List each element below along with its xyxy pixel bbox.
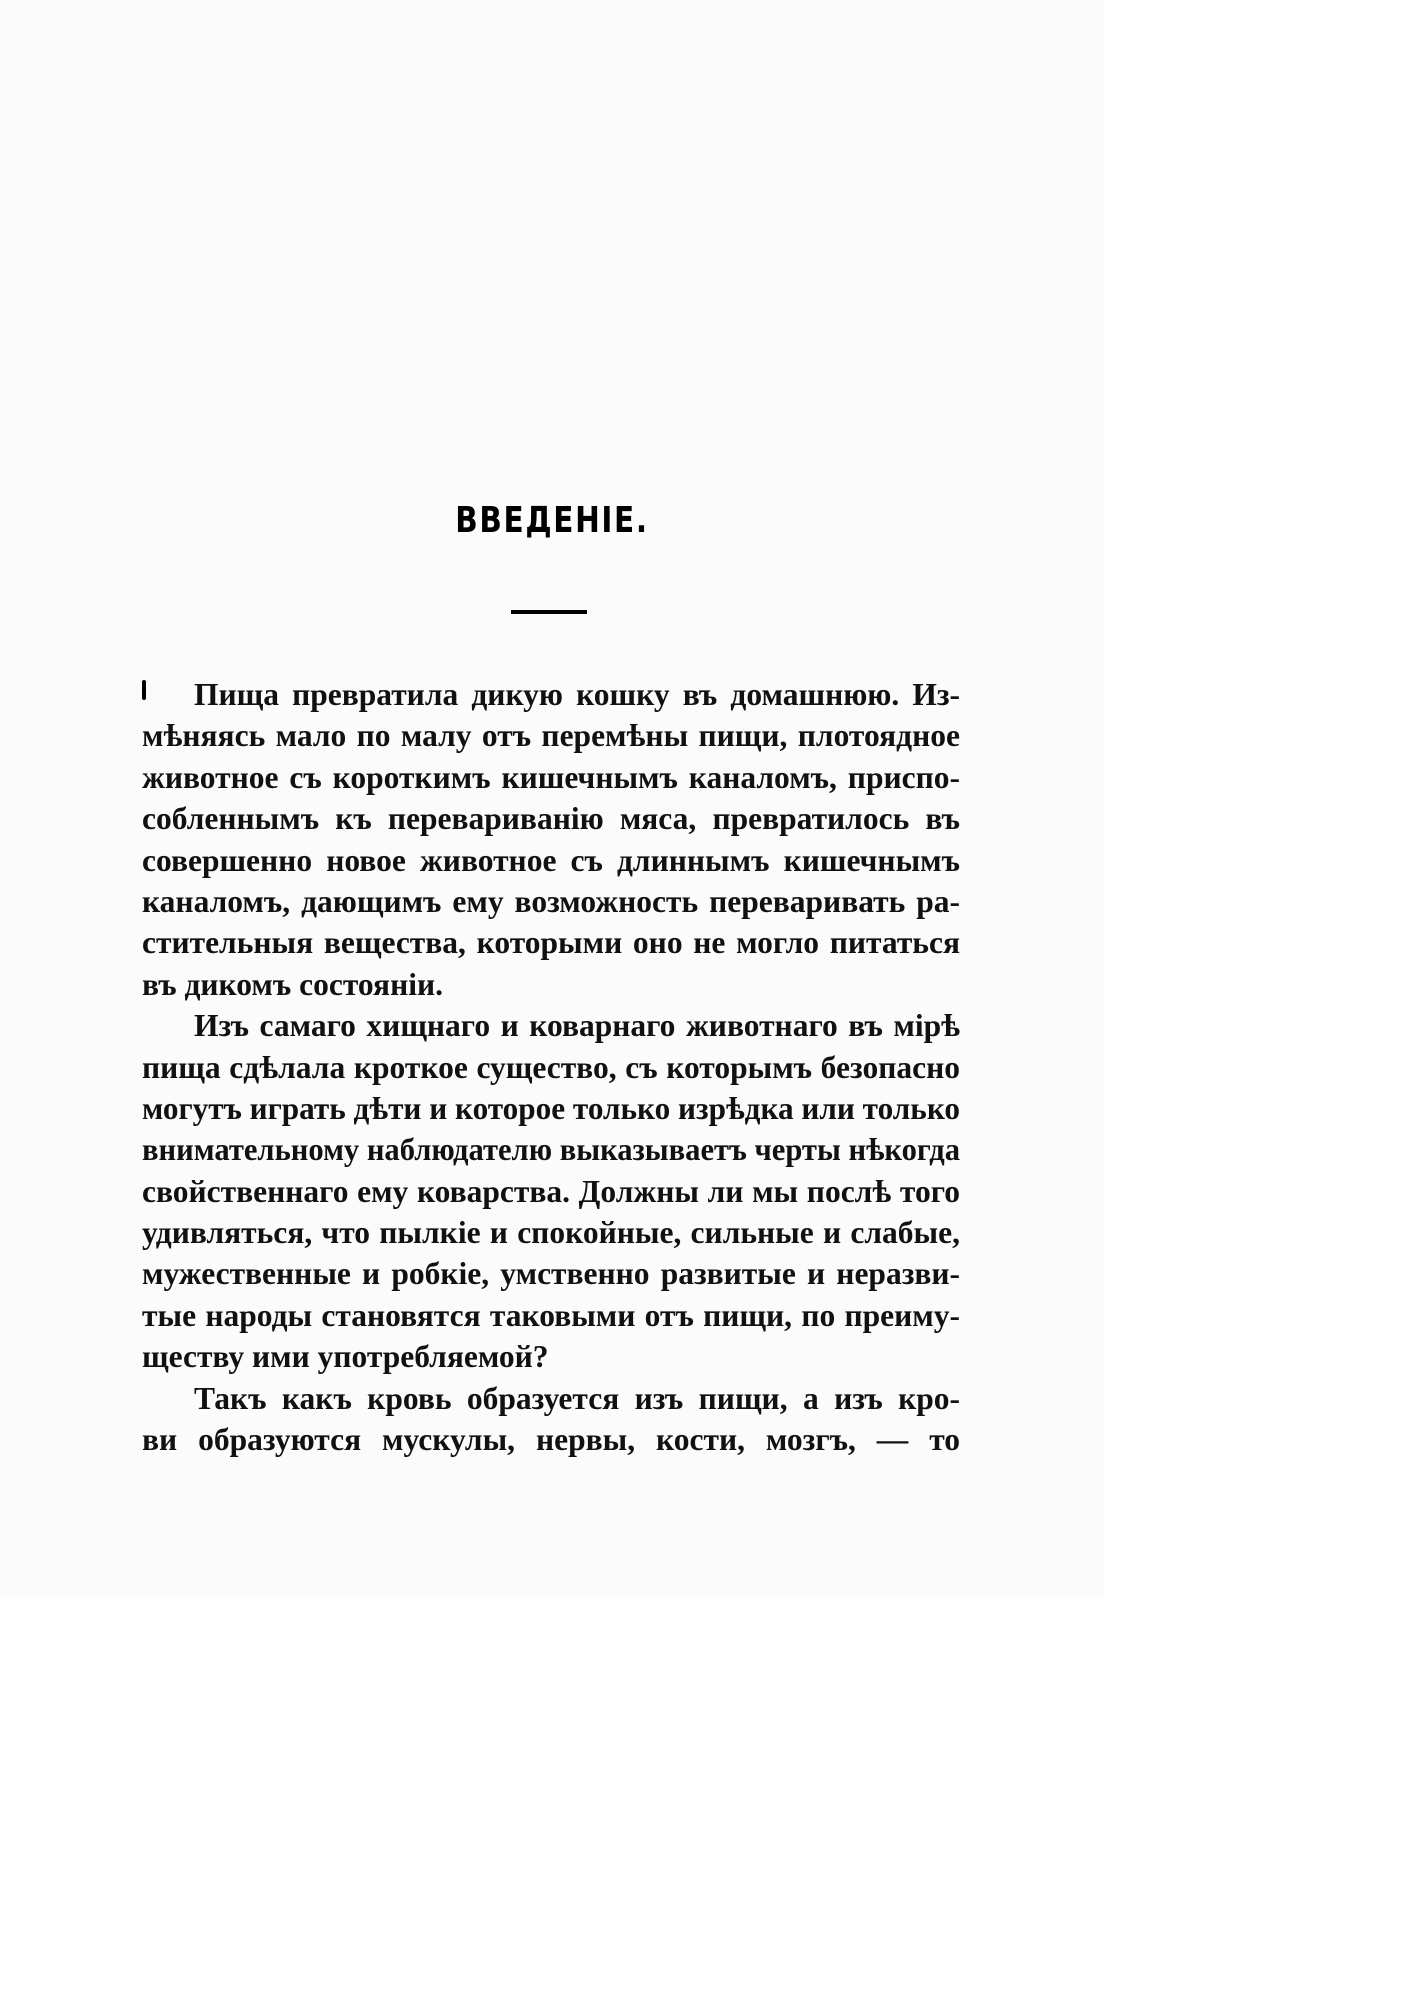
text-line: пища сдѣлала кроткое существо, съ которымъ безопасно (142, 1049, 960, 1085)
text-line: Пища превратила дикую кошку въ домашнюю. Из- (194, 677, 960, 712)
text-line: стительныя вещества, которыми оно не могло питаться (142, 925, 960, 961)
text-line: удивляться, что пылкіе и спокойные, сильные и слабые, (142, 1215, 960, 1251)
text-line: мужественные и робкіе, умственно развитые и неразви- (142, 1256, 960, 1292)
text-line: ви образуются мускулы, нервы, кости, мозгъ, — то (142, 1422, 960, 1458)
text-line: въ дикомъ состояніи. (142, 966, 444, 1002)
text-line: могутъ играть дѣти и которое только изрѣдка или только (142, 1090, 961, 1126)
text-line: мѣняясь мало по малу отъ перемѣны пищи, плотоядное (142, 718, 960, 754)
text-line: каналомъ, дающимъ ему возможность переваривать ра- (142, 883, 960, 919)
paragraph-1 (142, 674, 960, 1005)
text-line: совершенно новое животное съ длиннымъ кишечнымъ (142, 842, 960, 878)
chapter-title: ВВЕДЕНІЕ. (455, 500, 649, 541)
paragraph-3 (142, 1378, 960, 1461)
text-line: свойственнаго ему коварства. Должны ли мы послѣ того (142, 1173, 960, 1209)
text-line: тые народы становятся таковыми отъ пищи, по преиму- (142, 1297, 960, 1333)
body-text (142, 674, 960, 1460)
text-line: собленнымъ къ перевариванію мяса, превратилось въ (142, 801, 960, 837)
text-line: ществу ими употребляемой? (142, 1339, 549, 1375)
paragraph-2 (142, 1005, 960, 1378)
text-line: Такъ какъ кровь образуется изъ пищи, а изъ кро- (194, 1380, 960, 1416)
title-rule (511, 610, 587, 614)
text-line: животное съ короткимъ кишечнымъ каналомъ, приспо- (142, 759, 960, 795)
text-line: внимательному наблюдателю выказываетъ черты нѣкогда (142, 1132, 961, 1168)
text-line: Изъ самаго хищнаго и коварнаго животнаго въ мірѣ (194, 1008, 960, 1044)
